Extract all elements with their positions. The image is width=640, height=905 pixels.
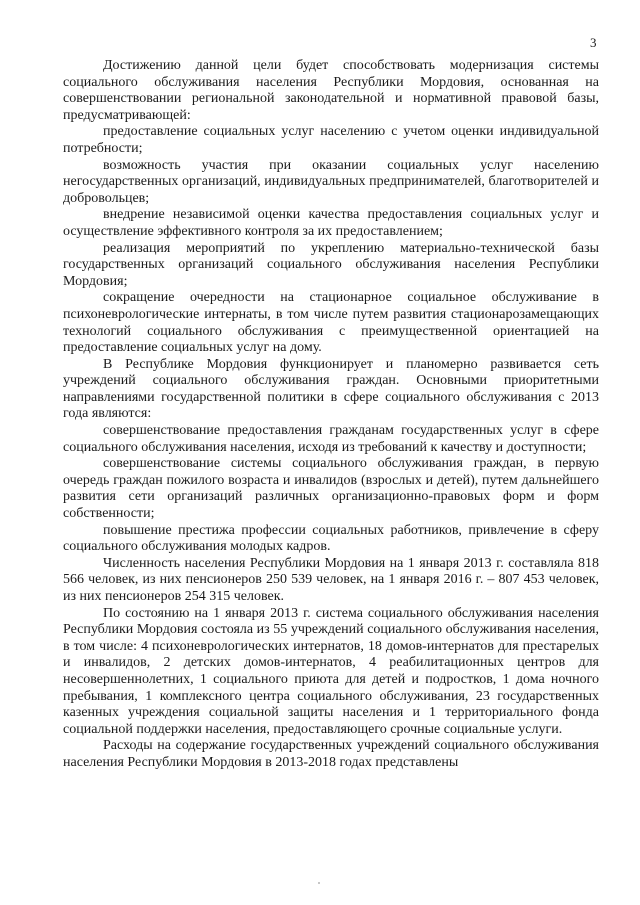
paragraph-priority-prestige: повышение престижа профессии социальных работников, привлечение в сферу социального обслуживания молодых кадров. — [63, 522, 599, 555]
paragraph-institutions: По состоянию на 1 января 2013 г. система социального обслуживания населения Республики Мордовия состояла из 55 учреждений социального обслуживания населения, в том числе: 4 психоневрологических интернатов, 18 домов-интернатов для престарелых и инвалидов, 2 детских домов-интернатов, 4 реабилитационных центров для несовершеннолетних, 1 социального приюта для детей и подростков, 1 дома ночного пребывания, 1 комплексного центра социального обслуживания, 23 государственных казенных учреждения социальной защиты населения и 1 территориального фонда социальной поддержки населения, предоставляющего срочные социальные услуги. — [63, 605, 599, 737]
paragraph-list-item-individual-need: предоставление социальных услуг населению с учетом оценки индивидуальной потребности; — [63, 124, 599, 156]
paragraph-priority-services: совершенствование предоставления гражданам государственных услуг в сфере социального обслуживания населения, исходя из требований к качеству и доступности; — [63, 423, 599, 455]
paragraph-list-item-queue-reduction: сокращение очередности на стационарное социальное обслуживание в психоневрологические интернаты, в том числе путем развития стационарозамещающих технологий социального обслуживания с преимущественной ориентацией на предоставление социальных услуг на дому. — [63, 290, 599, 356]
paragraph-population: Численность населения Республики Мордовия на 1 января 2013 г. составляла 818 566 человек, из них пенсионеров 250 539 человек, на 1 января 2016 г. – 807 453 человек, из них пенсионеров 254 315 человек. — [63, 555, 599, 604]
paragraph-list-item-material-base: реализация мероприятий по укреплению материально-технической базы государственных организаций социального обслуживания населения Республики Мордовия; — [63, 240, 599, 289]
paragraph-list-item-quality-assessment: внедрение независимой оценки качества предоставления социальных услуг и осуществление эффективного контроля за их предоставлением; — [63, 207, 599, 239]
scan-speck — [318, 882, 320, 884]
paragraph-list-item-nongovernmental: возможность участия при оказании социальных услуг населению негосударственных организаций, индивидуальных предпринимателей, благотворителей и добровольцев; — [63, 157, 599, 206]
paragraph-network-priorities: В Республике Мордовия функционирует и планомерно развивается сеть учреждений социального обслуживания граждан. Основными приоритетными направлениями государственной политики в сфере социального обслуживания с 2013 года являются: — [63, 356, 599, 422]
page-number: 3 — [590, 35, 597, 50]
paragraph-goal-modernization: Достижению данной цели будет способствовать модернизация системы социального обслуживания населения Республики Мордовия, основанная на совершенствовании региональной законодательной и нормативной правовой базы, предусматривающей: — [63, 58, 599, 123]
paragraph-priority-system: совершенствование системы социального обслуживания граждан, в первую очередь граждан пожилого возраста и инвалидов (взрослых и детей), путем дальнейшего развития сети организаций различных организационно-правовых форм и форм собственности; — [63, 456, 599, 522]
document-body — [63, 58, 599, 772]
paragraph-expenses: Расходы на содержание государственных учреждений социального обслуживания населения Республики Мордовия в 2013-2018 годах представлены — [63, 738, 599, 770]
